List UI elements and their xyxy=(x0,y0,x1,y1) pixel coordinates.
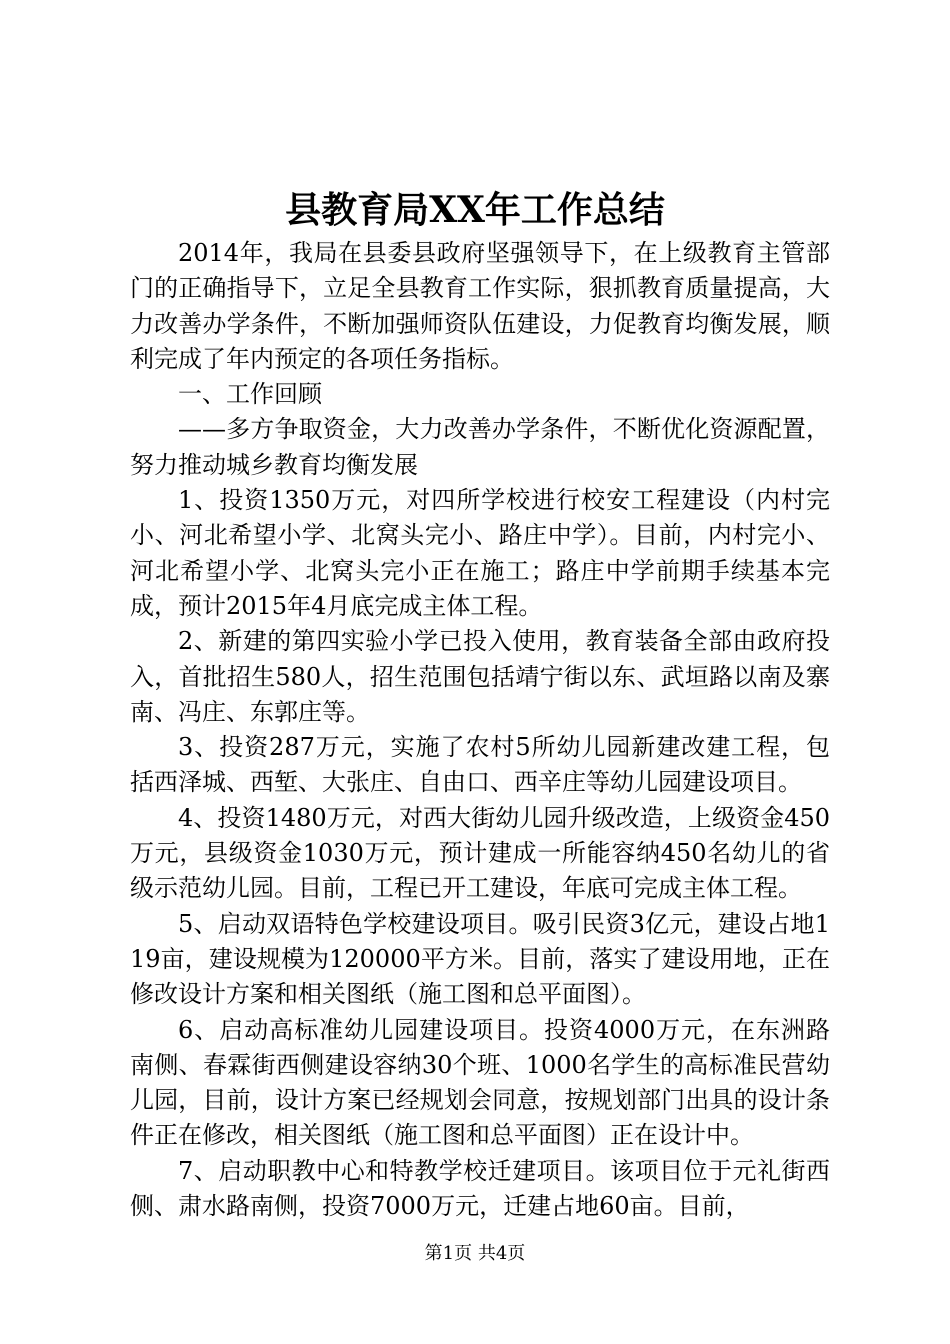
paragraph-item-5: 5、启动双语特色学校建设项目。吸引民资3亿元，建设占地119亩，建设规模为120000平方米。目前，落实了建设用地，正在修改设计方案和相关图纸（施工图和总平面图）。 xyxy=(130,909,830,1009)
paragraph-item-6: 6、启动高标准幼儿园建设项目。投资4000万元，在东洲路南侧、春霖街西侧建设容纳30个班、1000名学生的高标准民营幼儿园，目前，设计方案已经规划会同意，按规划部门出具的设计条件正在修改，相关图纸（施工图和总平面图）正在设计中。 xyxy=(130,1015,830,1150)
paragraph-item-4: 4、投资1480万元，对西大街幼儿园升级改造，上级资金450万元，县级资金1030万元，预计建成一所能容纳450名幼儿的省级示范幼儿园。目前，工程已开工建设，年底可完成主体工程。 xyxy=(130,803,830,903)
document-body xyxy=(130,236,830,1224)
paragraph-item-2: 2、新建的第四实验小学已投入使用，教育装备全部由政府投入，首批招生580人，招生范围包括靖宁街以东、武垣路以南及寨南、冯庄、东郭庄等。 xyxy=(130,627,830,726)
sub-heading: ——多方争取资金，大力改善办学条件，不断优化资源配置，努力推动城乡教育均衡发展 xyxy=(130,415,830,479)
paragraph-item-1: 1、投资1350万元，对四所学校进行校安工程建设（内村完小、河北希望小学、北窝头完小、路庄中学）。目前，内村完小、河北希望小学、北窝头完小正在施工；路庄中学前期手续基本完成，预计2015年4月底完成主体工程。 xyxy=(130,486,830,620)
paragraph-intro: 2014年，我局在县委县政府坚强领导下，在上级教育主管部门的正确指导下，立足全县教育工作实际，狠抓教育质量提高，大力改善办学条件，不断加强师资队伍建设，力促教育均衡发展，顺利完成了年内预定的各项任务指标。 xyxy=(130,239,830,373)
paragraph-item-7: 7、启动职教中心和特教学校迁建项目。该项目位于元礼街西侧、肃水路南侧，投资7000万元，迁建占地60亩。目前， xyxy=(130,1156,830,1221)
page-number-footer: 第1页 共4页 xyxy=(424,1243,526,1264)
section-heading: 一、工作回顾 xyxy=(178,380,322,409)
document-title: 县教育局XX年工作总结 xyxy=(285,189,665,231)
paragraph-item-3: 3、投资287万元，实施了农村5所幼儿园新建改建工程，包括西泽城、西堑、大张庄、自由口、西辛庄等幼儿园建设项目。 xyxy=(130,733,830,797)
